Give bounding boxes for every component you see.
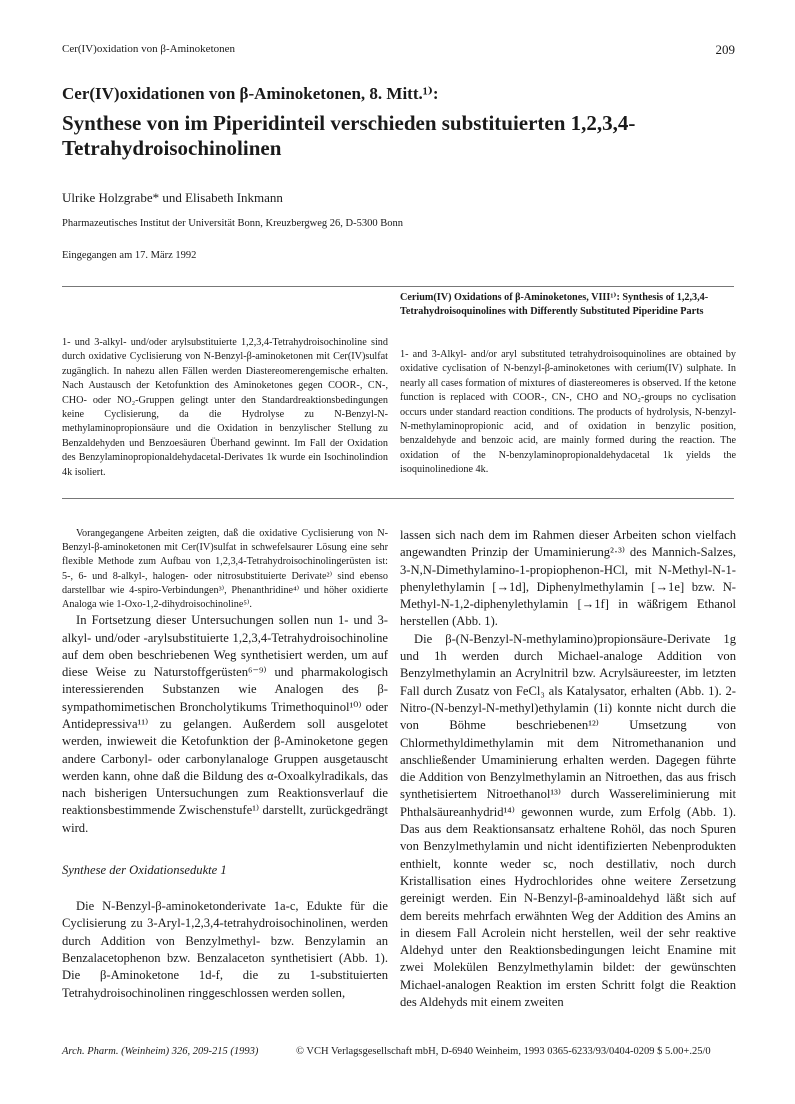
institute-affiliation: Pharmazeutisches Institut der Universität Bonn, Kreuzbergweg 26, D-5300 Bonn [62, 218, 403, 229]
footer-journal-citation: Arch. Pharm. (Weinheim) 326, 209-215 (1993) [62, 1046, 259, 1057]
abstract-german: 1- und 3-alkyl- und/oder arylsubstituierte 1,2,3,4-Tetrahydroisochinoline sind durch oxidative Cyclisierung von N-Benzyl-β-aminoketonen mit Cer(IV)sulfat zugänglich. In nahezu allen Fällen werden Diastereomerengemische erhalten. Nach Austausch der Ketofunktion des Aminoketones gegen COOR-, CN-, CHO- oder NO₂-Gruppen gelingt unter den Standardreaktionsbedingungen keine Cyclisierung, da die Hydrolyse zu N-Benzyl-N-methylaminopropionsäure und die Oxidation in benzylischer Stellung zu Benzaldehyden und Benzoesäuren Überhand gewinnt. Im Fall der Oxidation des Benzylaminopropionaldehydacetal-Derivates 1k wurde ein Isochinolindion 4k isoliert. [62, 337, 388, 478]
body-paragraph: In Fortsetzung dieser Untersuchungen sollen nun 1- und 3-alkyl- und/oder -arylsubstituierte 1,2,3,4-Tetrahydroisochinoline auf dem oben beschriebenen Weg synthetisiert werden, um auf diese Weise zu Naturstoffgerüsten⁶⁻⁹⁾ und pharmakologisch interessierenden Substanzen wie Analogen des β-sympathomimetischen Broncholytikums Trimethoquinol¹⁰⁾ oder Antidepressiva¹¹⁾ zu gelangen. Außerdem soll ausgelotet werden, inwieweit die Ketofunktion der β-Aminoketone gegen andere Carbonyl- oder carbonylanaloge Gruppen ausgetauscht werden kann, ohne daß die Bildung des α-Oxoalkylradikals, das nach bisherigen Untersuchungen zum Reaktionsverlauf die reaktionsbestimmende Zwischenstufe¹⁾ darstellt, zurückgedrängt wird. [62, 613, 388, 835]
series-title: Cer(IV)oxidationen von β-Aminoketonen, 8. Mitt.¹⁾: [62, 84, 439, 103]
divider-top [62, 286, 734, 287]
body-paragraph: Die N-Benzyl-β-aminoketonderivate 1a-c, Edukte für die Cyclisierung zu 3-Aryl-1,2,3,4-tetrahydroisochinolinen, werden durch Addition von Benzylmethyl- bzw. Benzylamin an Benzalacetophenon bzw. Benzalaceton synthetisiert (Abb. 1). Die β-Aminoketone 1d-f, die zu 1-substituierten Tetrahydroisochinolinen ringgeschlossen werden sollen, [62, 899, 388, 1000]
authors: Ulrike Holzgrabe* und Elisabeth Inkmann [62, 190, 283, 205]
abstract-english-heading: Cerium(IV) Oxidations of β-Aminoketones, VIII¹⁾: Synthesis of 1,2,3,4-Tetrahydroisoquinolines with Differently Substituted Piperidine Parts [400, 292, 709, 317]
body-paragraph: Die β-(N-Benzyl-N-methylamino)propionsäure-Derivate 1g und 1h werden durch Michael-analoge Addition von Benzylmethylamin an Acrylnitril bzw. Acrylsäureester, im letzten Fall durch Zusatz von FeCl₃ als Katalysator, erhalten (Abb. 1). 2-Nitro-(N-benzyl-N-methyl)ethylamin (1i) konnte nicht durch die von Böhme beschriebenen¹²⁾ Umsetzung von Chlormethyldimethylamin mit dem Nitromethananion und anschließender Umaminierung erhalten werden. Dagegen führte die Addition von Benzylmethylamin an Nitroethen, das aus frisch synthetisiertem Nitroethanol¹³⁾ durch Wassereliminierung mit Phthalsäureanhydrid¹⁴⁾ gewonnen wurde, zum Erfolg (Abb. 1). Das aus dem Reaktionsansatz erhaltene Rohöl, das noch Spuren von Benzylmethylamin und nicht identifizierten Nebenprodukten enthielt, konnte weder sc, noch destillativ, noch durch Kristallisation eines Hydrochlorides ohne weitere Zersetzung gereinigt werden. Ein N-Benzyl-β-aminoaldehyd läßt sich auf dem bereits mehrfach erwähnten Weg der Addition des Amins an in diesem Fall Acrolein nicht herstellen, weil der sehr reaktive Aldehyd unter den Reaktionsbedingungen leicht Enamine mit zwei Molekülen Benzylmethylamin bildet: der gewünschten Michael-analogen Reaktion im ersten Schritt folgt die Reaktion des Aldehyds mit einem zweiten [400, 631, 736, 1010]
body-column-right [400, 527, 736, 1011]
page-number: 209 [715, 42, 735, 57]
body-paragraph: lassen sich nach dem im Rahmen dieser Arbeiten schon vielfach angewandten Prinzip der Umaminierung²·³⁾ des Mannich-Salzes, 3-N,N-Dimethylamino-1-propiophenon-HCl, mit N-Methyl-N-1-phenylethylamin [→1d], Diphenylmethylamin [→1e] bzw. N-Methyl-N-1,2-diphenylethylamin [→1f] in wäßrigem Ethanol herstellen (Abb. 1). [400, 528, 736, 629]
footer-publisher: © VCH Verlagsgesellschaft mbH, D-6940 Weinheim, 1993 0365-6233/93/0404-0209 $ 5.00+.25/0 [296, 1046, 711, 1057]
divider-bottom [62, 498, 734, 499]
section-heading: Synthese der Oxidationsedukte 1 [62, 863, 227, 878]
received-date: Eingegangen am 17. März 1992 [62, 250, 197, 261]
running-head: Cer(IV)oxidation von β-Aminoketonen [62, 43, 236, 55]
article-title: Synthese von im Piperidinteil verschieden substituierten 1,2,3,4-Tetrahydroisochinolinen [62, 111, 636, 160]
body-column-left [62, 527, 388, 1002]
intro-paragraph: Vorangegangene Arbeiten zeigten, daß die oxidative Cyclisierung von N-Benzyl-β-aminoketonen mit Cer(IV)sulfat in schwefelsaurer Lösung eine sehr flexible Methode zum Aufbau von 1,2,3,4-Tetrahydroisochinolingerüsten ist: 5-, 6- und 8-alkyl-, halogen- oder nitrosubstituierte Derivate²⁾ sind ebenso darstellbar wie 4-spiro-Verbindungen³⁾, Phenanthridine⁴⁾ und höher oxidierte Analoga wie 1-Oxo-1,2-dihydroisochinoline⁵⁾. [62, 528, 388, 611]
abstract-english: 1- and 3-Alkyl- and/or aryl substituted tetrahydroisoquinolines are obtained by oxidative cyclisation of N-benzyl-β-aminoketones with cerium(IV) sulphate. In nearly all cases formation of mixtures of diastereomeres is observed. If the ketone function is replaced with COOR-, CN-, CHO and NO₂-groups no cyclisation occurs under standard reaction conditions. The products of hydrolysis, N-benzyl-N-methylaminopropionic acid, and of oxidation in benzylic position, benzaldehyde and benzoic acid, are mainly formed during the reaction. The oxidation of the N-benzylaminopropionaldehydacetal 1k yields the isoquinolinedione 4k. [400, 349, 736, 476]
